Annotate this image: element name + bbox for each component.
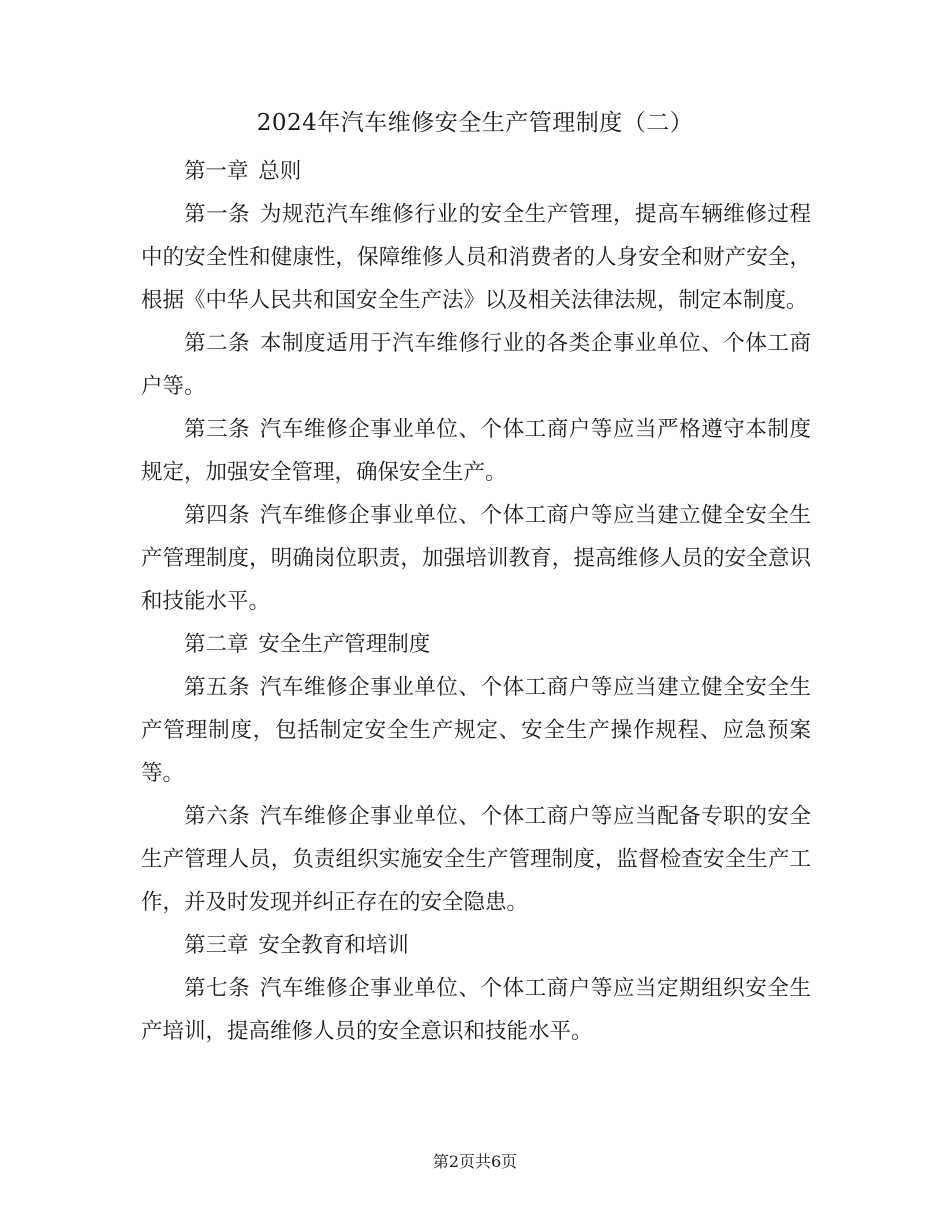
article-paragraph [141, 193, 811, 322]
article-paragraph [141, 967, 811, 1053]
chapter-label: 第二章 [184, 632, 249, 657]
article-text: 汽车维修企事业单位、个体工商户等应当严格遵守本制度规定，加强安全管理，确保安全生产。 [141, 417, 811, 485]
page-number-indicator: 第2页共6页 [432, 1152, 518, 1171]
article-label: 第五条 [184, 675, 251, 700]
chapter-heading [141, 623, 811, 666]
chapter-label: 第一章 [184, 159, 249, 184]
article-text: 为规范汽车维修行业的安全生产管理，提高车辆维修过程中的安全性和健康性，保障维修人员和消费者的人身安全和财产安全，根据《中华人民共和国安全生产法》以及相关法律法规，制定本制度。 [141, 202, 811, 313]
chapter-text: 安全生产管理制度 [258, 632, 431, 657]
document-body [141, 150, 811, 1053]
article-paragraph [141, 322, 811, 408]
article-paragraph [141, 494, 811, 623]
chapter-heading [141, 150, 811, 193]
article-label: 第一条 [184, 202, 251, 227]
chapter-label: 第三章 [184, 933, 249, 958]
article-paragraph [141, 666, 811, 795]
article-text: 汽车维修企事业单位、个体工商户等应当定期组织安全生产培训，提高维修人员的安全意识和技能水平。 [141, 976, 811, 1044]
article-text: 汽车维修企事业单位、个体工商户等应当配备专职的安全生产管理人员，负责组织实施安全生产管理制度，监督检查安全生产工作，并及时发现并纠正存在的安全隐患。 [141, 804, 811, 915]
article-label: 第二条 [184, 331, 251, 356]
article-label: 第六条 [184, 804, 251, 829]
chapter-heading [141, 924, 811, 967]
article-label: 第四条 [184, 503, 251, 528]
chapter-text: 总则 [258, 159, 302, 184]
article-label: 第三条 [184, 417, 251, 442]
chapter-text: 安全教育和培训 [258, 933, 409, 958]
article-text: 本制度适用于汽车维修行业的各类企事业单位、个体工商户等。 [141, 331, 811, 399]
article-label: 第七条 [184, 976, 251, 1001]
article-paragraph [141, 408, 811, 494]
article-text: 汽车维修企事业单位、个体工商户等应当建立健全安全生产管理制度，明确岗位职责，加强培训教育，提高维修人员的安全意识和技能水平。 [141, 503, 811, 614]
article-text: 汽车维修企事业单位、个体工商户等应当建立健全安全生产管理制度，包括制定安全生产规定、安全生产操作规程、应急预案等。 [141, 675, 811, 786]
article-paragraph [141, 795, 811, 924]
document-title: 2024年汽车维修安全生产管理制度（二） [256, 110, 694, 136]
